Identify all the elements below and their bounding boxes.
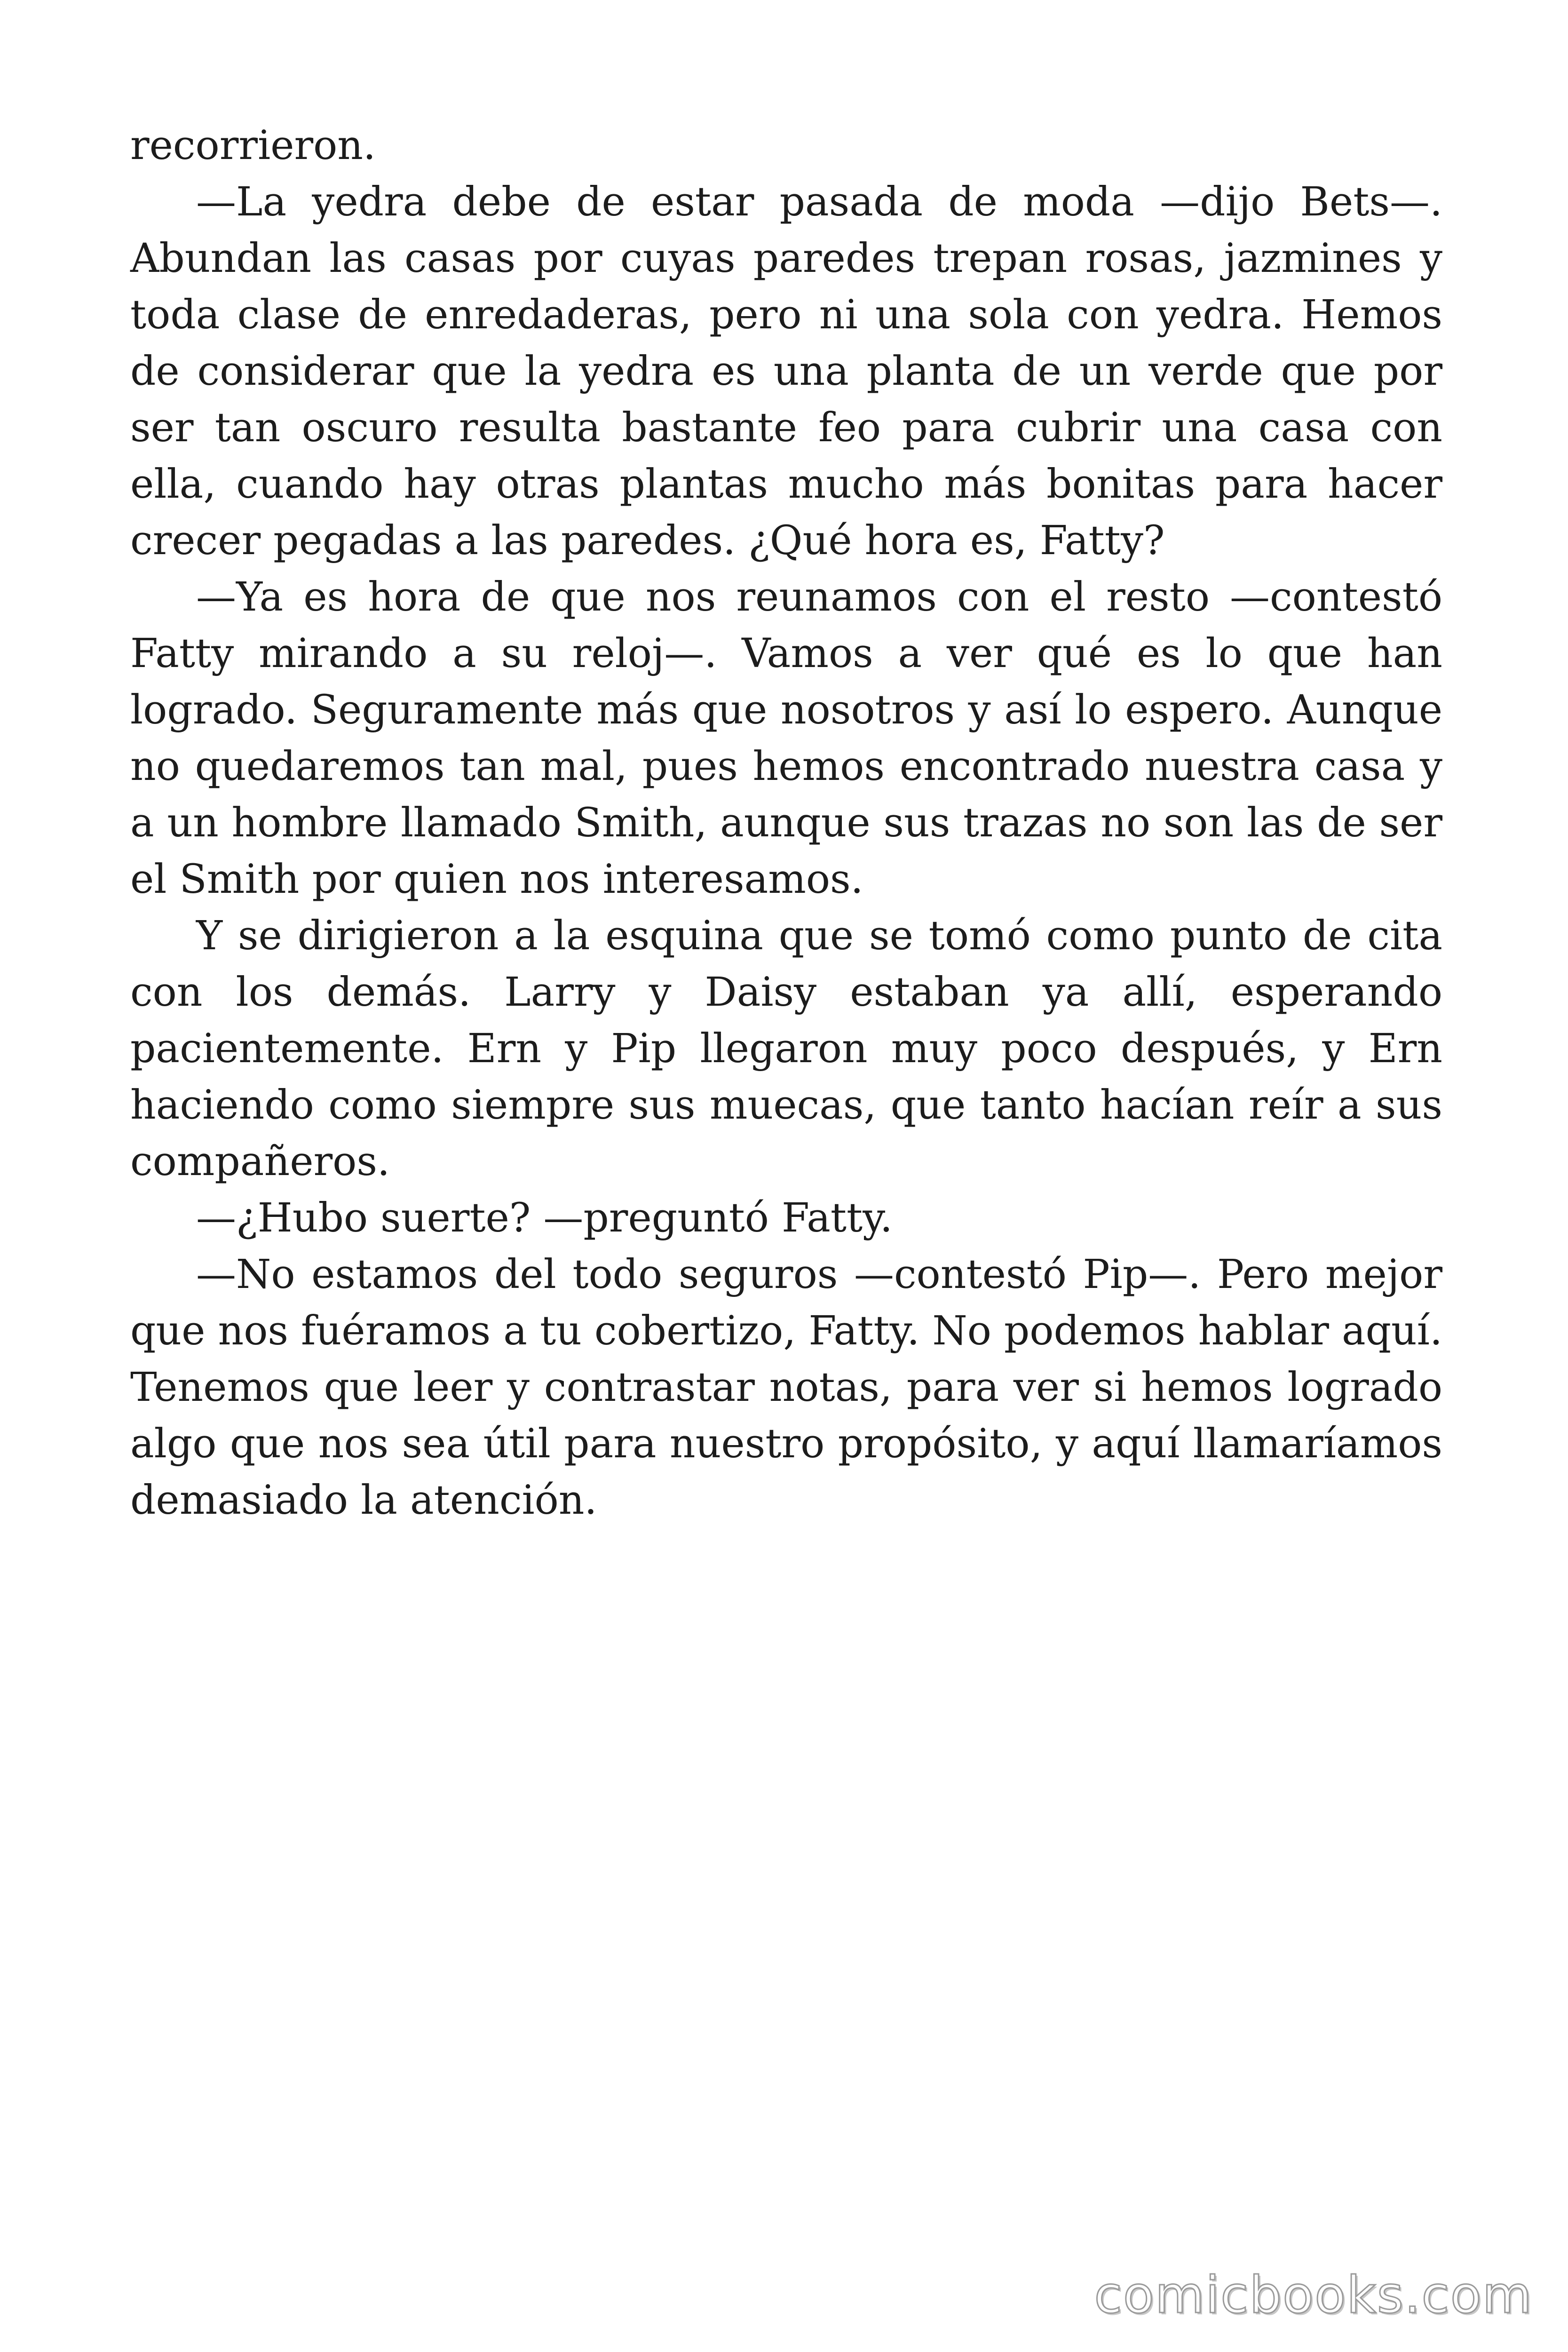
paragraph-continuation: recorrieron.: [130, 122, 376, 169]
paragraph: Y se dirigieron a la esquina que se tomó como punto de cita con los demás. Larry y Daisy estaban ya allí, esperando pacientemente. Ern y Pip llegaron muy poco después, y Ern haciendo como siempre sus muecas, que tanto hacían reír a sus compañeros.: [130, 913, 1442, 1185]
paragraph: —¿Hubo suerte? —preguntó Fatty.: [196, 1195, 893, 1241]
paragraph: —No estamos del todo seguros —contestó Pip—. Pero mejor que nos fuéramos a tu cobertizo, Fatty. No podemos hablar aquí. Tenemos que leer y contrastar notas, para ver si hemos logrado algo que nos sea útil para nuestro propósito, y aquí llamaríamos demasiado la atención.: [130, 1251, 1442, 1524]
watermark: comicbooks.com: [1094, 2266, 1533, 2325]
paragraph: —La yedra debe de estar pasada de moda —dijo Bets—. Abundan las casas por cuyas paredes trepan rosas, jazmines y toda clase de enredaderas, pero ni una sola con yedra. Hemos de considerar que la yedra es una planta de un verde que por ser tan oscuro resulta bastante feo para cubrir una casa con ella, cuando hay otras plantas mucho más bonitas para hacer crecer pegadas a las paredes. ¿Qué hora es, Fatty?: [130, 179, 1442, 564]
body-text: [130, 118, 1442, 1529]
paragraph: —Ya es hora de que nos reunamos con el resto —contestó Fatty mirando a su reloj—. Vamos a ver qué es lo que han logrado. Seguramente más que nosotros y así lo espero. Aunque no quedaremos tan mal, pues hemos encontrado nuestra casa y a un hombre llamado Smith, aunque sus trazas no son las de ser el Smith por quien nos interesamos.: [130, 574, 1442, 903]
